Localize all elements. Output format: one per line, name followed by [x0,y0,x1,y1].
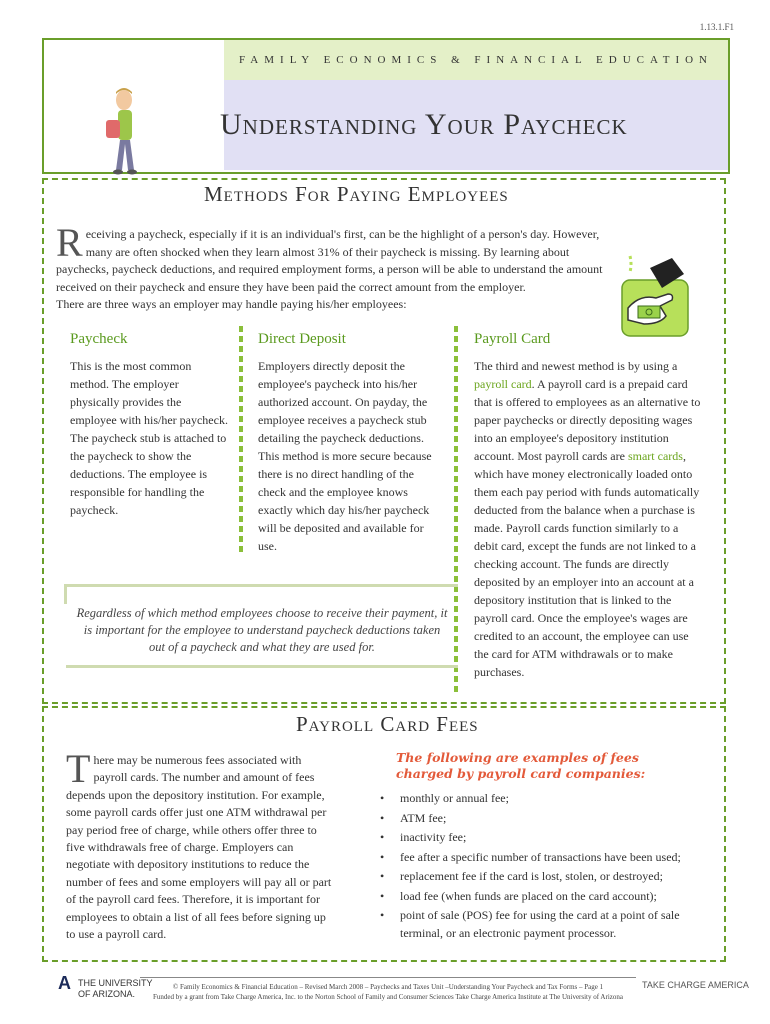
intro-dropcap: R [56,220,83,265]
list-item: • point of sale (POS) fee for using the card at a point of sale terminal, or an electronic payment processor. [380,907,710,942]
footer-line-2: Funded by a grant from Take Charge America, Inc. to the Norton School of Family and Consumer Sciences Take Charge America Institute at The University of Arizona [153,993,623,1001]
university-a-icon: A [58,973,71,993]
direct-deposit-text: Employers directly deposit the employee's paycheck into his/her authorized account. On payday, the employee receives a paycheck stub detailing the paycheck deductions. This method is more secure because there is no direct handling of the check and the employee knows exactly which day his/her paycheck will be deposited and available for use. [258,359,432,553]
fees-list [380,790,710,944]
payroll-card-text-c: , which have money electronically loaded onto them each pay period with funds automatically deducted from the balance when a purchase is made. Payroll cards function similarly to a debit card, except the funds are not linked to a checking account. The funds are directly deposited by an employer into an account at a depository institution that is linked to the payroll card. Once the employee's wages are credited to an account, the employee can use the card for ATM withdrawals or to make purchases. [474,449,700,679]
list-item: • inactivity fee; [380,829,710,847]
document-code: 1.13.1.F1 [699,22,734,32]
term-smart-cards: smart cards [627,449,683,463]
callout-quote [66,584,458,668]
tca-logo-text: TAKE CHARGE AMERICA [642,980,749,990]
intro-text-2: There are three ways an employer may handle paying his/her employees: [56,297,407,311]
direct-deposit-heading: Direct Deposit [258,331,346,347]
footer-line-1: © Family Economics & Financial Education – Revised March 2008 – Paychecks and Taxes Unit –Understanding Your Paycheck and Tax Forms – Page 1 [172,983,604,991]
banner-text: FAMILY ECONOMICS & FINANCIAL EDUCATION [224,40,728,80]
footer-text [140,982,636,1002]
university-line-2: OF ARIZONA. [78,989,136,999]
university-line-1: THE UNIVERSITY [78,978,153,988]
payroll-card-hand-icon [620,254,690,338]
fees-examples-heading: The following are examples of fees charged by payroll card companies: [396,750,646,781]
list-item: • ATM fee; [380,810,710,828]
payroll-card-heading: Payroll Card [474,331,551,347]
page-title: Understanding Your Paycheck [220,108,628,141]
quote-text: Regardless of which method employees choose to receive their payment, it is important for the employee to understand paycheck deductions taken out of a paycheck and what they are used for. [76,606,448,654]
list-item: • fee after a specific number of transactions have been used; [380,849,710,867]
paycheck-text: This is the most common method. The employer physically provides the employee with his/her paycheck. The paycheck stub is attached to the paycheck to show the deductions. The employee is responsible for handling the paycheck. [70,359,228,517]
intro-text: eceiving a paycheck, especially if it is an individual's first, can be the highlight of a person's day. However, many are often shocked when they learn almost 31% of their paycheck is missing. By learning about paychecks, paycheck deductions, and required employment forms, a person will be able to understand the amount received on their paycheck and ensure they have been paid the correct amount from the employer. [56,227,603,294]
quote-corner [64,584,87,604]
term-payroll-card: payroll card [474,377,532,391]
methods-heading: Methods For Paying Employees [204,182,509,206]
fees-paragraph [66,746,336,943]
payroll-card-text-a: The third and newest method is by using a [474,359,678,373]
list-item: • load fee (when funds are placed on the card account); [380,888,710,906]
fees-heading: Payroll Card Fees [296,712,479,736]
paycheck-heading: Paycheck [70,331,128,347]
person-illustration-icon [92,86,152,178]
list-item: • replacement fee if the card is lost, stolen, or destroyed; [380,868,710,886]
list-item: • monthly or annual fee; [380,790,710,808]
fees-text: here may be numerous fees associated with payroll cards. The number and amount of fees depends upon the depository institution. For example, some payroll cards offer just one ATM withdrawal per pay period free of charge, while others offer three to five withdrawals free of charge. Employers can negotiate with depository institutions to reduce the number of fees and some employers will pay all or part of the payroll card fees. Therefore, it is important for employees to obtain a list of all fees before signing up to use a payroll card. [66,753,332,942]
payroll-card-text [474,357,702,681]
fees-dropcap: T [66,746,91,791]
column-divider [239,326,243,554]
intro-paragraph [56,220,702,314]
take-charge-america-logo [642,980,749,990]
header-banner-box [42,38,730,82]
footer-divider [140,977,636,978]
payroll-card-text-b: . A payroll card is a prepaid card that is offered to employees as an alternative to paper paychecks or directly depositing wages into an employee's depository institution account. Most payroll cards are [474,377,701,463]
